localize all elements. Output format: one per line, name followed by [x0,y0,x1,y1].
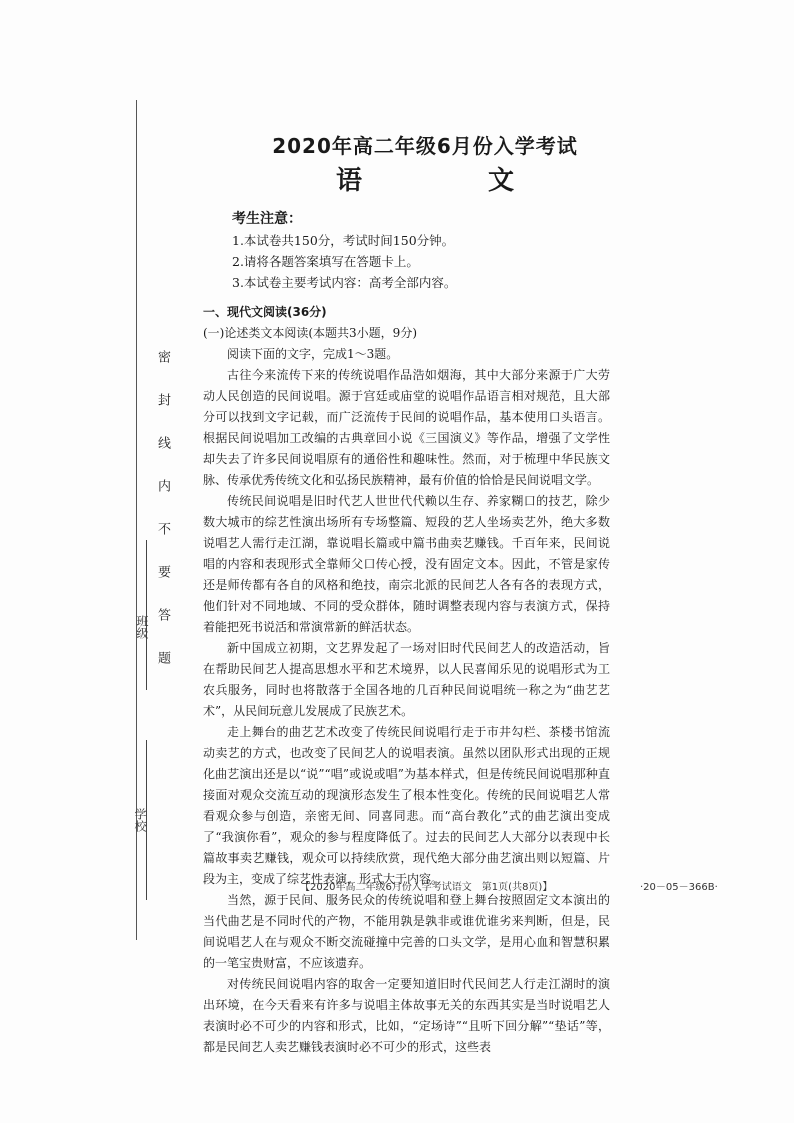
notice-item: 3.本试卷主要考试内容：高考全部内容。 [232,275,457,290]
notice-item: 1.本试卷共150分，考试时间150分钟。 [232,233,455,248]
footer-code: ·20－05－366B· [640,882,718,893]
passage-paragraph: 古往今来流传下来的传统说唱作品浩如烟海，其中大部分来源于广大劳动人民创造的民间说唱。源于宫廷或庙堂的说唱作品语言相对规范，且大部分可以找到文字记载，而广泛流传于民间的说唱作品，基本使用口头语言。根据民间说唱加工改编的古典章回小说《三国演义》等作品，增强了文学性却失去了许多民间说唱原有的通俗性和趣味性。然而，对于梳理中华民族文脉、传承优秀传统文化和弘扬民族精神，最有价值的恰恰是民间说唱文学。 [203,368,610,487]
passage-paragraph: 走上舞台的曲艺艺术改变了传统民间说唱行走于市井勾栏、茶楼书馆流动卖艺的方式，也改变了民间艺人的说唱表演。虽然以团队形式出现的正规化曲艺演出还是以“说”“唱”或说或唱”为基本样式，但是传统民间说唱那种直接面对观众交流互动的现演形态发生了根本性变化。传统的民间说唱艺人常看观众参与创造，亲密无间、同喜同悲。而“高台教化”式的曲艺演出变成了“我演你看”，观众的参与程度降低了。过去的民间艺人大部分以表现中长篇故事卖艺赚钱，观众可以持续欣赏，现代绝大部分曲艺演出则以短篇、片段为主，变成了综艺性表演，形式大于内容。 [203,725,610,886]
subject-title: 语 文 [335,166,564,196]
school-label: 学校 [133,808,147,832]
class-label: 班级 [135,615,149,639]
exam-title: 2020年高二年级6月份入学考试 [272,134,578,158]
passage-paragraph: 对传统民间说唱内容的取舍一定要知道旧时代民间艺人行走江湖时的演出环境，在今天看来有许多与说唱主体故事无关的东西其实是当时说唱艺人表演时必不可少的内容和形式，比如，“定场诗”“且听下回分解”“垫话”等，都是民间艺人卖艺赚钱表演时必不可少的形式，这些表 [203,977,610,1054]
page-footer [300,878,750,893]
notice-heading: 考生注意： [232,211,302,227]
passage-paragraph: 传统民间说唱是旧时代艺人世世代代赖以生存、养家糊口的技艺，除少数大城市的综艺性演出场所有专场整篇、短段的艺人坐场卖艺外，绝大多数说唱艺人需行走江湖，靠说唱长篇或中篇书曲卖艺赚钱。千百年来，民间说唱的内容和表现形式全靠师父口传心授，没有固定文本。因此，不管是家传还是师传都有各自的风格和绝技，南宗北派的民间艺人各有各的表现方式，他们针对不同地域、不同的受众群体，随时调整表现内容与表演方式，保持着能把死书说活和常演常新的鲜活状态。 [203,494,610,634]
subsection-title: (一)论述类文本阅读(本题共3小题，9分) [203,326,417,340]
passage-paragraph: 当然，源于民间、服务民众的传统说唱和登上舞台按照固定文本演出的当代曲艺是不同时代的产物，不能用孰是孰非或谁优谁劣来判断，但是，民间说唱艺人在与观众不断交流碰撞中完善的口头文学，是用心血和智慧积累的一笔宝贵财富，不应该遗弃。 [203,893,610,970]
notice-list [232,230,652,293]
passage-paragraph: 新中国成立初期，文艺界发起了一场对旧时代民间艺人的改造活动，旨在帮助民间艺人提高思想水平和艺术境界，以人民喜闻乐见的说唱形式为工农兵服务，同时也将散落于全国各地的几百种民间说唱统一称之为“曲艺艺术”，从民间玩意儿发展成了民族艺术。 [203,641,610,718]
seal-line-notice: 密封线内不要答题 [155,350,170,694]
reading-section [203,302,610,1058]
section-title: 一、现代文阅读(36分) [203,305,327,319]
reading-instruction: 阅读下面的文字，完成1～3题。 [227,347,399,361]
footer-text: 【2020年高二年级6月份入学考试语文 第1页(共8页)】 [300,882,553,893]
notice-item: 2.请将各题答案填写在答题卡上。 [232,254,419,269]
